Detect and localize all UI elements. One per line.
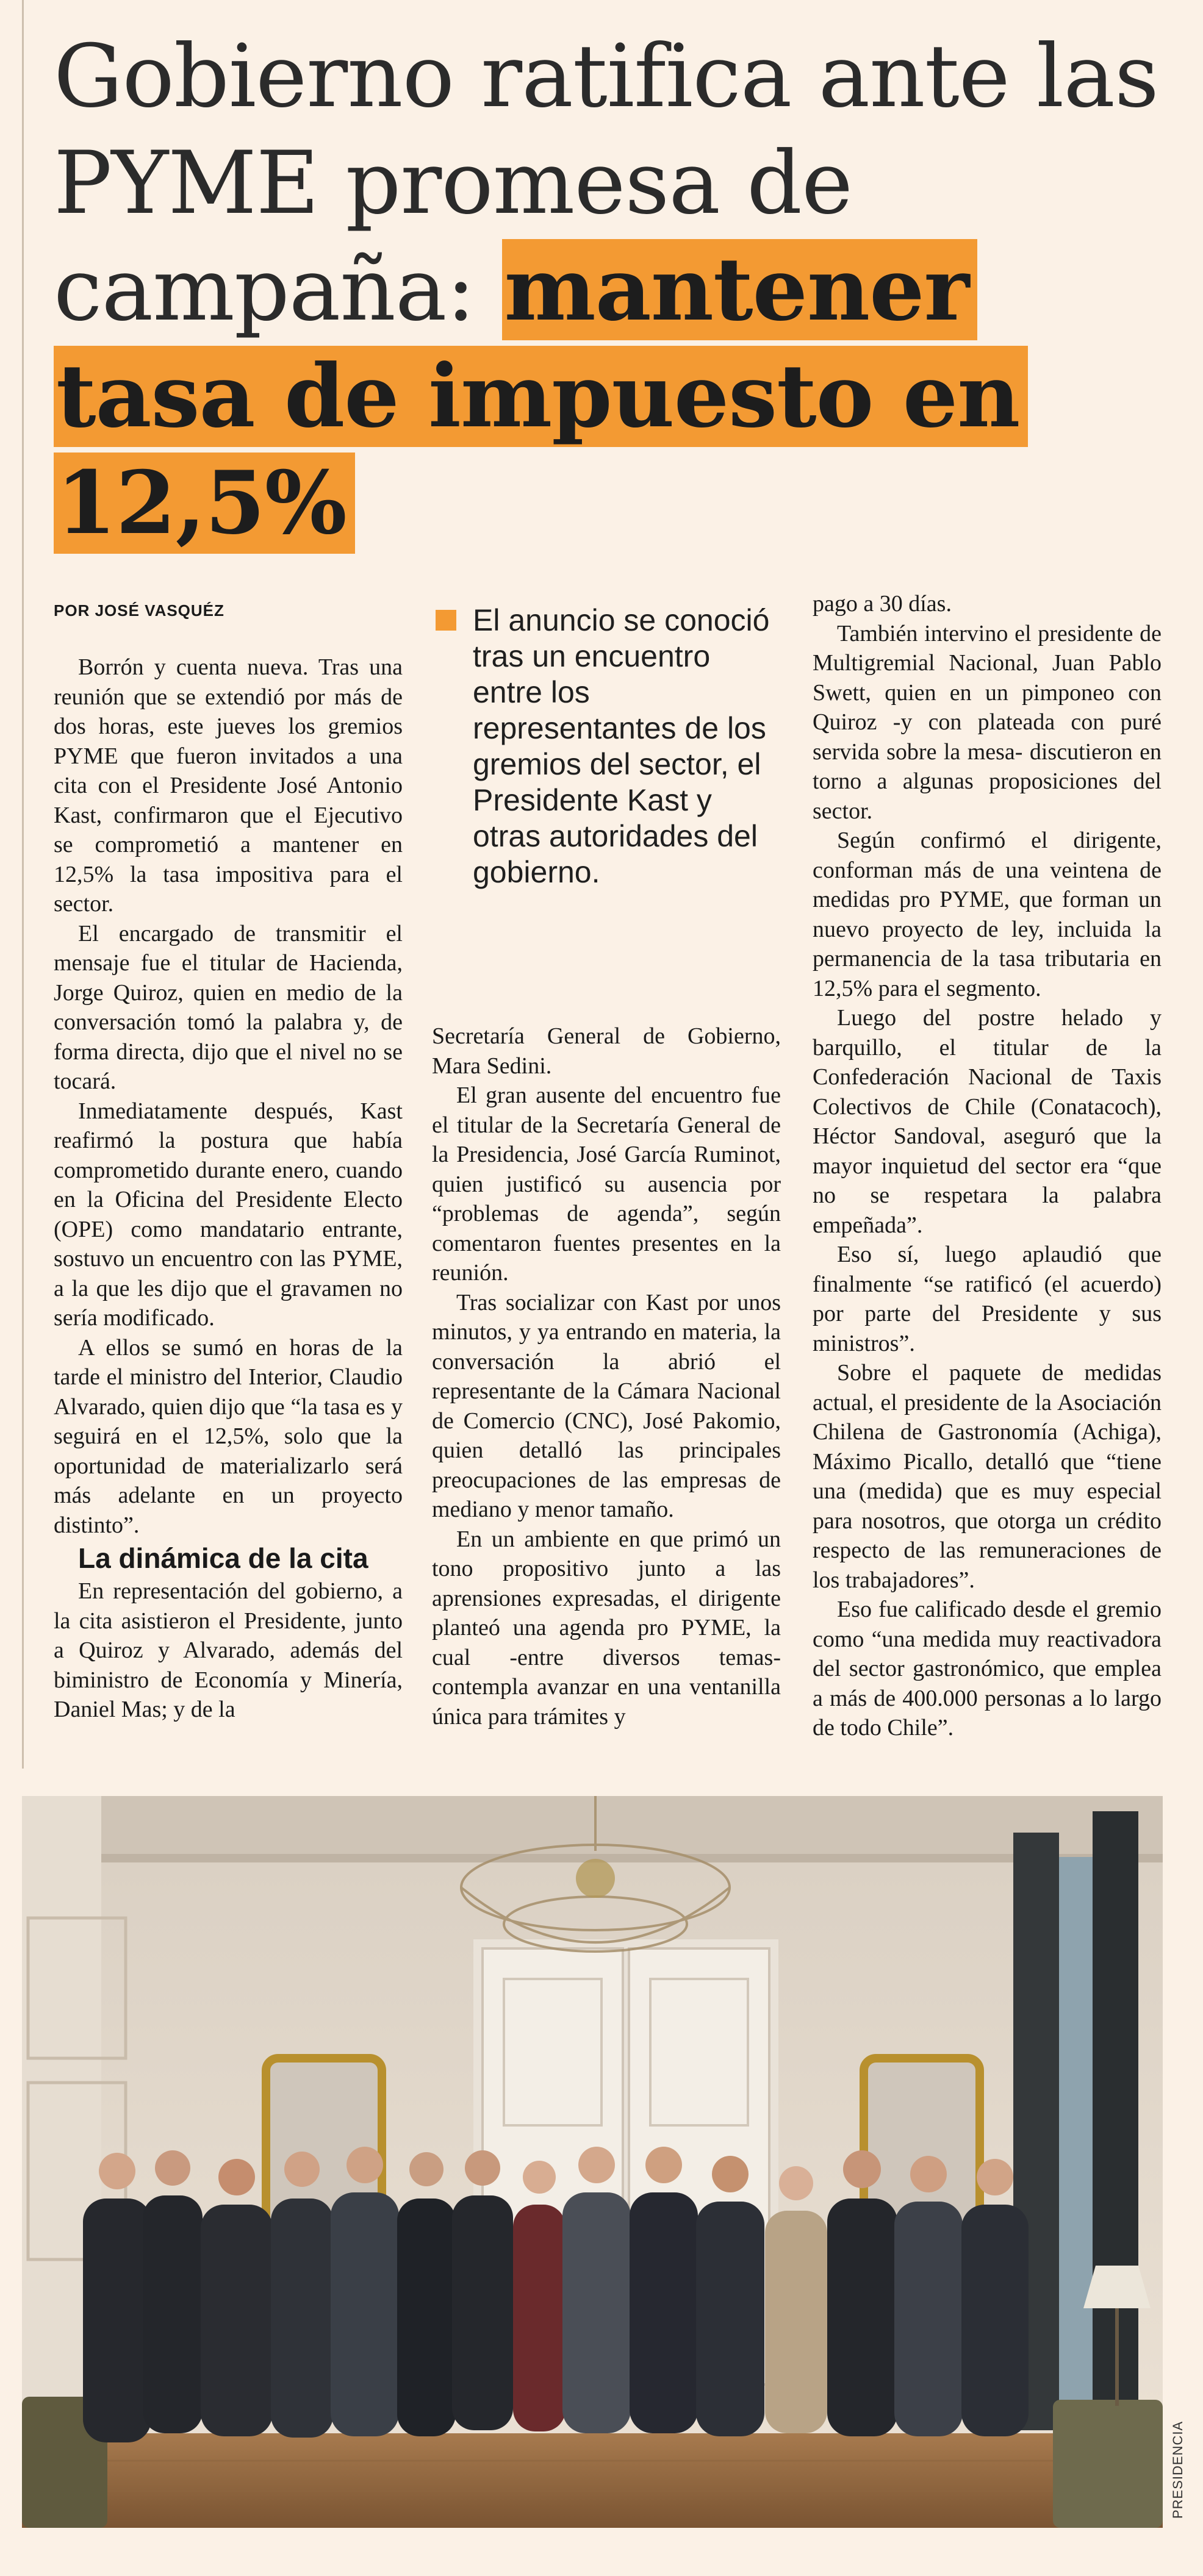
photo-credit: PRESIDENCIA [1170,2420,1185,2519]
byline: POR JOSÉ VASQUÉZ [54,601,224,620]
paragraph: Sobre el paquete de medidas actual, el presidente de la Asociación Chilena de Gastronomía (Achiga), Máximo Picallo, detalló que “tiene una (medida) que es muy especial para nosotros, que otorga un crédito respecto de las remuneraciones de los trabajadores”. [813,1360,1162,1593]
article-column-1 [54,653,403,1725]
headline [54,23,1188,557]
headline-plain: Gobierno ratifica ante las PYME promesa de campaña: [54,26,1158,340]
headline-highlight: mantener tasa de impuesto en 12,5% [54,239,1028,554]
group-photo-illustration [22,1796,1163,2528]
section-subhead: La dinámica de la cita [78,1542,368,1574]
paragraph: Eso fue calificado desde el gremio como “una medida muy reactivadora del sector gastronómico, que emplea a más de 400.000 personas a lo largo de todo Chile”. [813,1597,1162,1741]
pull-quote [433,603,775,890]
paragraph: Tras socializar con Kast por unos minutos, y ya entrando en materia, la conversación la abrió el representante de la Cámara Nacional de Comercio (CNC), José Pakomio, quien detalló las principales preocupaciones de las empresas de mediano y menor tamaño. [432,1289,781,1522]
paragraph: Secretaría General de Gobierno, Mara Sedini. [432,1023,781,1079]
left-rule [22,0,24,1769]
paragraph: pago a 30 días. [813,591,952,617]
orange-square-icon [436,610,456,631]
paragraph: Eso sí, luego aplaudió que finalmente “se ratificó (el acuerdo) por parte del Presidente y sus ministros”. [813,1242,1162,1356]
article-column-3 [813,589,1162,1743]
paragraph: En un ambiente en que primó un tono propositivo junto a las aprensiones expresadas, el dirigente planteó una agenda pro PYME, la cual -entre diversos temas- contempla avanzar en una ventanilla única para trámites y [432,1526,781,1730]
pull-quote-text: El anuncio se conoció tras un encuentro entre los representantes de los gremios del sector, el Presidente Kast y otras autoridades del gobierno. [473,603,770,889]
group-photo [22,1796,1163,2528]
paragraph: A ellos se sumó en horas de la tarde el ministro del Interior, Claudio Alvarado, quien dijo que “la tasa es y seguirá en el 12,5%, solo que la oportunidad de materializarlo será más adelante en un proyecto distinto”. [54,1334,403,1538]
paragraph: Luego del postre helado y barquillo, el titular de la Confederación Nacional de Taxis Colectivos de Chile (Conatacoch), Héctor Sandoval, aseguró que la mayor inquietud del sector era “que no se respetara la palabra empeñada”. [813,1005,1162,1238]
paragraph: El encargado de transmitir el mensaje fue el titular de Hacienda, Jorge Quiroz, quien en medio de la conversación tomó la palabra y, de forma directa, dijo que el nivel no se tocará. [54,920,403,1094]
paragraph: Según confirmó el dirigente, conforman más de una veintena de medidas pro PYME, que forman un nuevo proyecto de ley, incluida la permanencia de la tasa tributaria en 12,5% para el segmento. [813,828,1162,1001]
paragraph: Borrón y cuenta nueva. Tras una reunión que se extendió por más de dos horas, este jueves los gremios PYME que fueron invitados a una cita con el Presidente José Antonio Kast, confirmaron que el Ejecutivo se comprometió a mantener en 12,5% la tasa impositiva para el sector. [54,654,403,917]
paragraph: También intervino el presidente de Multigremial Nacional, Juan Pablo Swett, quien en un pimponeo con Quiroz -y con plateada con puré servida sobre la mesa- discutieron en torno a algunas proposiciones del sector. [813,620,1162,824]
paragraph: Inmediatamente después, Kast reafirmó la postura que había comprometido durante enero, cuando en la Oficina del Presidente Electo (OPE) como mandatario entrante, sostuvo un encuentro con las PYME, a la que les dijo que el gravamen no sería modificado. [54,1098,403,1331]
paragraph: En representación del gobierno, a la cita asistieron el Presidente, junto a Quiroz y Alvarado, además del biministro de Economía y Minería, Daniel Mas; y de la [54,1578,403,1722]
article-column-2 [432,1021,781,1731]
paragraph: El gran ausente del encuentro fue el titular de la Secretaría General de la Presidencia, José García Ruminot, quien justificó su ausencia por “problemas de agenda”, según comentaron fuentes presentes en la reunión. [432,1082,781,1286]
